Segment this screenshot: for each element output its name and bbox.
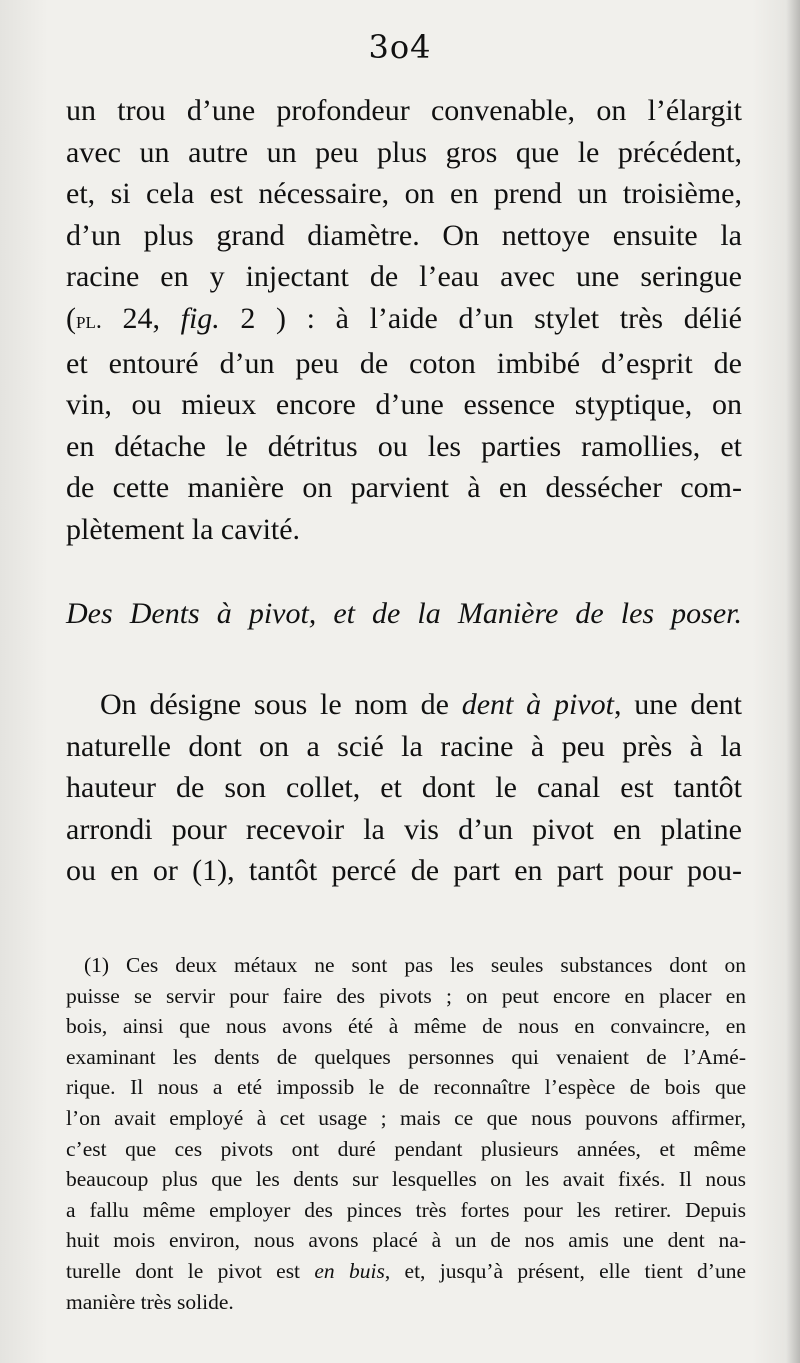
- text-line: et entouré d’un peu de coton imbibé d’esprit de: [66, 346, 742, 380]
- text-line: arrondi pour recevoir la vis d’un pivot en platine: [66, 812, 742, 846]
- footnote-line: manière très solide.: [66, 1289, 234, 1314]
- term-en-buis: en buis: [314, 1258, 385, 1283]
- text-line: en détache le détritus ou les parties ramollies, et: [66, 429, 742, 463]
- footnote-line: bois, ainsi que nous avons été à même de nous en convaincre, en: [66, 1014, 746, 1039]
- footnote-line: (1) Ces deux métaux ne sont pas les seules substances dont on: [84, 953, 746, 977]
- text-line: racine en y injectant de l’eau avec une seringue: [66, 260, 742, 294]
- text-line-figure-reference: [66, 298, 742, 343]
- text-line: vin, ou mieux encore d’une essence styptique, on: [66, 388, 742, 422]
- footnote-line: puisse se servir pour faire des pivots ; on peut encore en placer en: [66, 983, 746, 1008]
- term-dent-a-pivot: dent à pivot: [461, 688, 614, 721]
- text-line: naturelle dont on a scié la racine à peu près à la: [66, 729, 742, 763]
- page-number: 3o4: [368, 28, 432, 66]
- footnote-line: l’on avait employé à cet usage ; mais ce que nous pouvons affirmer,: [66, 1105, 746, 1130]
- text-line: d’un plus grand diamètre. On nettoye ensuite la: [66, 218, 742, 252]
- footnote-line: a fallu même employer des pinces très fortes pour les retirer. Depuis: [66, 1197, 746, 1222]
- fig-rest: 2 ) : à l’aide d’un stylet très délié: [219, 301, 742, 335]
- footnote-line: c’est que ces pivots ont duré pendant plusieurs années, et même: [66, 1136, 746, 1161]
- text-line: de cette manière on parvient à en dessécher com-: [66, 471, 742, 505]
- footnote: [66, 950, 746, 1317]
- text-line: On désigne sous le nom de dent à pivot, une dent: [100, 688, 743, 721]
- footnote-line: turelle dont le pivot est en buis, et, jusqu’à présent, elle tient d’une: [66, 1258, 746, 1283]
- text-line: plètement la cavité.: [66, 512, 301, 546]
- text-line: et, si cela est nécessaire, on en prend un troisième,: [66, 177, 742, 211]
- footnote-line: huit mois environ, nous avons placé à un de nos amis une dent na-: [66, 1228, 746, 1253]
- paragraph-1: [66, 90, 742, 551]
- footnote-line: rique. Il nous a eté impossib le de reconnaître l’espèce de bois que: [66, 1075, 746, 1100]
- section-heading: Des Dents à pivot, et de la Manière de les poser.: [66, 597, 742, 630]
- text-line: ou en or (1), tantôt percé de part en part pour pou-: [66, 854, 742, 888]
- text-line: hauteur de son collet, et dont le canal est tantôt: [66, 771, 742, 805]
- text-line: un trou d’une profondeur convenable, on l’élargit: [66, 94, 742, 127]
- plate-number: 24,: [101, 301, 181, 335]
- footnote-line: beaucoup plus que les dents sur lesquelles on les avait fixés. Il nous: [66, 1167, 746, 1192]
- page-edge-shadow: [786, 0, 800, 1363]
- text-line: avec un autre un peu plus gros que le précédent,: [66, 135, 742, 169]
- fig-abbrev: fig.: [180, 301, 220, 335]
- paren-open: (: [66, 301, 76, 335]
- paragraph-2: [66, 684, 742, 892]
- plate-abbrev: pl.: [76, 307, 102, 334]
- footnote-line: examinant les dents de quelques personnes qui venaient de l’Amé-: [66, 1044, 746, 1069]
